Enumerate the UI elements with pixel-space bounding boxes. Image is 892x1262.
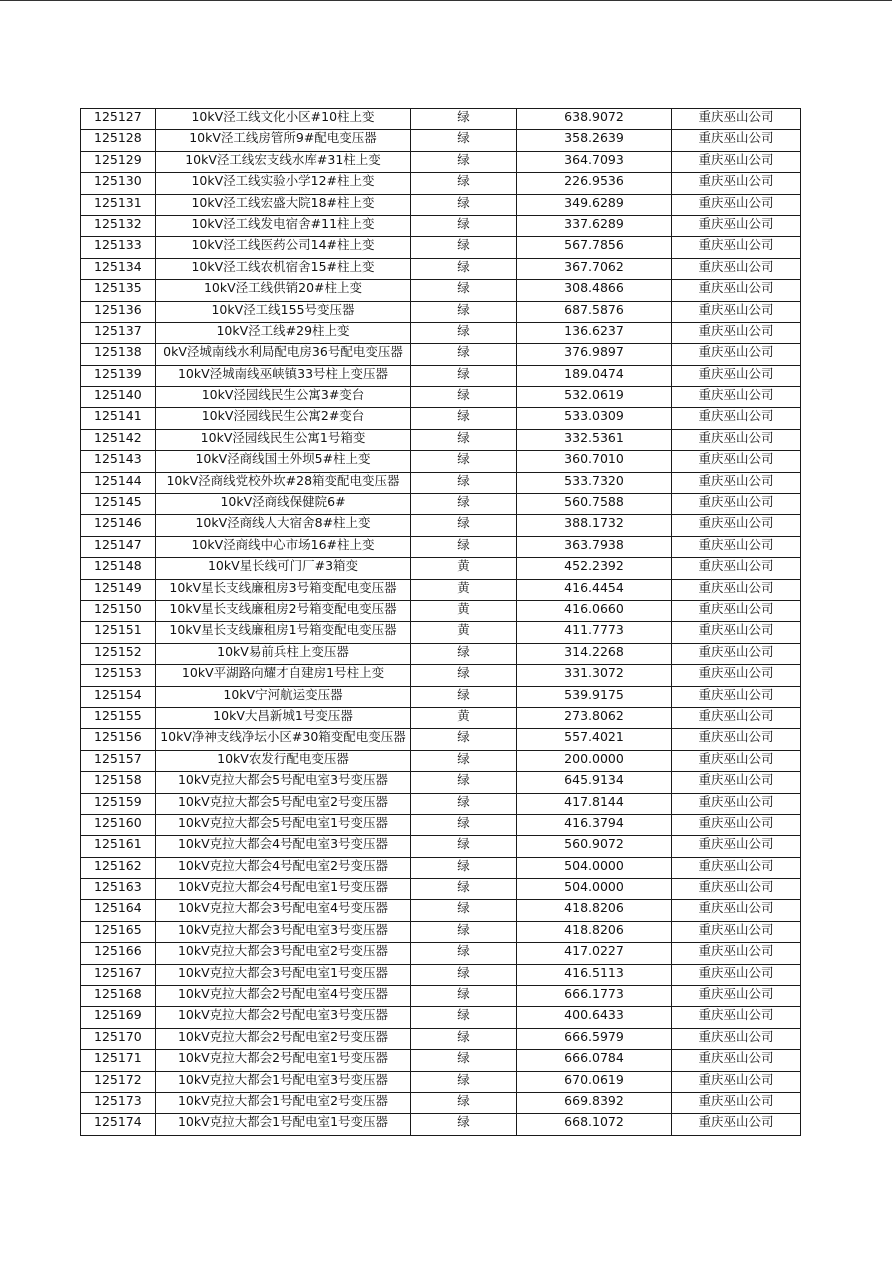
id-cell: 125140 [81, 387, 156, 408]
table-row [81, 173, 801, 194]
value-cell: 687.5876 [517, 301, 672, 322]
table-row [81, 986, 801, 1007]
id-cell: 125132 [81, 215, 156, 236]
company-cell: 重庆巫山公司 [672, 707, 801, 728]
value-cell: 638.9072 [517, 109, 672, 130]
id-cell: 125130 [81, 173, 156, 194]
company-cell: 重庆巫山公司 [672, 365, 801, 386]
transformer-name-cell: 10kV易前兵柱上变压器 [156, 643, 411, 664]
table-row [81, 301, 801, 322]
id-cell: 125149 [81, 579, 156, 600]
level-cell: 绿 [411, 536, 517, 557]
value-cell: 452.2392 [517, 558, 672, 579]
value-cell: 349.6289 [517, 194, 672, 215]
value-cell: 645.9134 [517, 772, 672, 793]
transformer-name-cell: 10kV克拉大都会4号配电室3号变压器 [156, 836, 411, 857]
transformer-name-cell: 10kV克拉大都会2号配电室2号变压器 [156, 1028, 411, 1049]
table-row [81, 322, 801, 343]
id-cell: 125158 [81, 772, 156, 793]
value-cell: 358.2639 [517, 130, 672, 151]
id-cell: 125127 [81, 109, 156, 130]
company-cell: 重庆巫山公司 [672, 472, 801, 493]
id-cell: 125163 [81, 879, 156, 900]
transformer-name-cell: 10kV星长支线廉租房1号箱变配电变压器 [156, 622, 411, 643]
company-cell: 重庆巫山公司 [672, 857, 801, 878]
value-cell: 189.0474 [517, 365, 672, 386]
level-cell: 绿 [411, 109, 517, 130]
company-cell: 重庆巫山公司 [672, 130, 801, 151]
transformer-name-cell: 10kV泾商线中心市场16#柱上变 [156, 536, 411, 557]
id-cell: 125157 [81, 750, 156, 771]
company-cell: 重庆巫山公司 [672, 879, 801, 900]
transformer-name-cell: 10kV泾工线发电宿舍#11柱上变 [156, 215, 411, 236]
company-cell: 重庆巫山公司 [672, 280, 801, 301]
value-cell: 416.4454 [517, 579, 672, 600]
table-row [81, 793, 801, 814]
table-row [81, 280, 801, 301]
id-cell: 125160 [81, 814, 156, 835]
transformer-name-cell: 10kV泾工线医药公司14#柱上变 [156, 237, 411, 258]
transformer-name-cell: 10kV泾工线供销20#柱上变 [156, 280, 411, 301]
id-cell: 125146 [81, 515, 156, 536]
id-cell: 125135 [81, 280, 156, 301]
page-top-border [0, 0, 892, 1]
table-row [81, 344, 801, 365]
value-cell: 136.6237 [517, 322, 672, 343]
id-cell: 125154 [81, 686, 156, 707]
table-row [81, 429, 801, 450]
level-cell: 绿 [411, 215, 517, 236]
company-cell: 重庆巫山公司 [672, 258, 801, 279]
id-cell: 125150 [81, 600, 156, 621]
company-cell: 重庆巫山公司 [672, 900, 801, 921]
table-row [81, 836, 801, 857]
level-cell: 绿 [411, 194, 517, 215]
value-cell: 533.0309 [517, 408, 672, 429]
value-cell: 337.6289 [517, 215, 672, 236]
id-cell: 125128 [81, 130, 156, 151]
value-cell: 416.5113 [517, 964, 672, 985]
id-cell: 125172 [81, 1071, 156, 1092]
transformer-name-cell: 10kV克拉大都会5号配电室1号变压器 [156, 814, 411, 835]
id-cell: 125141 [81, 408, 156, 429]
id-cell: 125162 [81, 857, 156, 878]
transformer-name-cell: 10kV克拉大都会3号配电室3号变压器 [156, 921, 411, 942]
table-row [81, 515, 801, 536]
level-cell: 绿 [411, 408, 517, 429]
id-cell: 125131 [81, 194, 156, 215]
company-cell: 重庆巫山公司 [672, 600, 801, 621]
table-row [81, 879, 801, 900]
table-row [81, 408, 801, 429]
company-cell: 重庆巫山公司 [672, 515, 801, 536]
level-cell: 绿 [411, 515, 517, 536]
transformer-table [80, 108, 801, 1136]
table-row [81, 772, 801, 793]
company-cell: 重庆巫山公司 [672, 836, 801, 857]
company-cell: 重庆巫山公司 [672, 686, 801, 707]
transformer-name-cell: 10kV克拉大都会5号配电室3号变压器 [156, 772, 411, 793]
id-cell: 125142 [81, 429, 156, 450]
table-row [81, 1007, 801, 1028]
company-cell: 重庆巫山公司 [672, 986, 801, 1007]
value-cell: 308.4866 [517, 280, 672, 301]
company-cell: 重庆巫山公司 [672, 194, 801, 215]
value-cell: 504.0000 [517, 879, 672, 900]
company-cell: 重庆巫山公司 [672, 729, 801, 750]
id-cell: 125145 [81, 494, 156, 515]
table-row [81, 215, 801, 236]
value-cell: 331.3072 [517, 665, 672, 686]
table-row [81, 857, 801, 878]
level-cell: 绿 [411, 494, 517, 515]
level-cell: 绿 [411, 387, 517, 408]
transformer-name-cell: 10kV克拉大都会3号配电室2号变压器 [156, 943, 411, 964]
table-body [81, 109, 801, 1136]
id-cell: 125155 [81, 707, 156, 728]
transformer-name-cell: 10kV克拉大都会1号配电室2号变压器 [156, 1092, 411, 1113]
value-cell: 226.9536 [517, 173, 672, 194]
table-row [81, 707, 801, 728]
value-cell: 367.7062 [517, 258, 672, 279]
value-cell: 668.1072 [517, 1114, 672, 1135]
table-row [81, 643, 801, 664]
value-cell: 539.9175 [517, 686, 672, 707]
table-row [81, 194, 801, 215]
company-cell: 重庆巫山公司 [672, 921, 801, 942]
id-cell: 125138 [81, 344, 156, 365]
company-cell: 重庆巫山公司 [672, 429, 801, 450]
table-row [81, 1114, 801, 1135]
value-cell: 332.5361 [517, 429, 672, 450]
value-cell: 560.9072 [517, 836, 672, 857]
company-cell: 重庆巫山公司 [672, 964, 801, 985]
company-cell: 重庆巫山公司 [672, 665, 801, 686]
level-cell: 绿 [411, 1028, 517, 1049]
table-row [81, 686, 801, 707]
id-cell: 125139 [81, 365, 156, 386]
value-cell: 666.1773 [517, 986, 672, 1007]
table-row [81, 151, 801, 172]
value-cell: 411.7773 [517, 622, 672, 643]
level-cell: 绿 [411, 258, 517, 279]
level-cell: 绿 [411, 173, 517, 194]
table-row [81, 237, 801, 258]
value-cell: 560.7588 [517, 494, 672, 515]
table-row [81, 921, 801, 942]
level-cell: 绿 [411, 237, 517, 258]
value-cell: 200.0000 [517, 750, 672, 771]
value-cell: 273.8062 [517, 707, 672, 728]
company-cell: 重庆巫山公司 [672, 1050, 801, 1071]
value-cell: 360.7010 [517, 451, 672, 472]
level-cell: 绿 [411, 280, 517, 301]
transformer-name-cell: 10kV农发行配电变压器 [156, 750, 411, 771]
transformer-name-cell: 10kV泾工线文化小区#10柱上变 [156, 109, 411, 130]
value-cell: 417.8144 [517, 793, 672, 814]
table-row [81, 494, 801, 515]
level-cell: 绿 [411, 130, 517, 151]
id-cell: 125164 [81, 900, 156, 921]
level-cell: 绿 [411, 921, 517, 942]
transformer-name-cell: 10kV克拉大都会4号配电室2号变压器 [156, 857, 411, 878]
id-cell: 125156 [81, 729, 156, 750]
level-cell: 绿 [411, 686, 517, 707]
company-cell: 重庆巫山公司 [672, 344, 801, 365]
table-row [81, 387, 801, 408]
id-cell: 125152 [81, 643, 156, 664]
table-row [81, 729, 801, 750]
table-row [81, 1071, 801, 1092]
company-cell: 重庆巫山公司 [672, 408, 801, 429]
transformer-name-cell: 10kV克拉大都会5号配电室2号变压器 [156, 793, 411, 814]
level-cell: 绿 [411, 964, 517, 985]
id-cell: 125136 [81, 301, 156, 322]
id-cell: 125167 [81, 964, 156, 985]
company-cell: 重庆巫山公司 [672, 151, 801, 172]
transformer-name-cell: 10kV泾工线宏盛大院18#柱上变 [156, 194, 411, 215]
value-cell: 363.7938 [517, 536, 672, 557]
level-cell: 绿 [411, 793, 517, 814]
transformer-name-cell: 10kV星长支线廉租房3号箱变配电变压器 [156, 579, 411, 600]
level-cell: 绿 [411, 729, 517, 750]
company-cell: 重庆巫山公司 [672, 622, 801, 643]
level-cell: 绿 [411, 1007, 517, 1028]
value-cell: 669.8392 [517, 1092, 672, 1113]
level-cell: 绿 [411, 1092, 517, 1113]
table-row [81, 600, 801, 621]
company-cell: 重庆巫山公司 [672, 943, 801, 964]
table-row [81, 558, 801, 579]
level-cell: 绿 [411, 472, 517, 493]
id-cell: 125171 [81, 1050, 156, 1071]
level-cell: 绿 [411, 451, 517, 472]
table-row [81, 900, 801, 921]
level-cell: 绿 [411, 643, 517, 664]
transformer-name-cell: 10kV泾工线#29柱上变 [156, 322, 411, 343]
company-cell: 重庆巫山公司 [672, 558, 801, 579]
transformer-name-cell: 10kV克拉大都会4号配电室1号变压器 [156, 879, 411, 900]
transformer-name-cell: 10kV大昌新城1号变压器 [156, 707, 411, 728]
level-cell: 绿 [411, 665, 517, 686]
company-cell: 重庆巫山公司 [672, 237, 801, 258]
level-cell: 绿 [411, 429, 517, 450]
transformer-name-cell: 10kV宁河航运变压器 [156, 686, 411, 707]
value-cell: 670.0619 [517, 1071, 672, 1092]
value-cell: 400.6433 [517, 1007, 672, 1028]
id-cell: 125170 [81, 1028, 156, 1049]
id-cell: 125137 [81, 322, 156, 343]
company-cell: 重庆巫山公司 [672, 1114, 801, 1135]
id-cell: 125143 [81, 451, 156, 472]
company-cell: 重庆巫山公司 [672, 301, 801, 322]
level-cell: 绿 [411, 1114, 517, 1135]
value-cell: 532.0619 [517, 387, 672, 408]
id-cell: 125134 [81, 258, 156, 279]
transformer-name-cell: 10kV净神支线净坛小区#30箱变配电变压器 [156, 729, 411, 750]
table-row [81, 451, 801, 472]
transformer-name-cell: 10kV泾商线人大宿舍8#柱上变 [156, 515, 411, 536]
id-cell: 125153 [81, 665, 156, 686]
id-cell: 125166 [81, 943, 156, 964]
transformer-name-cell: 10kV泾园线民生公寓1号箱变 [156, 429, 411, 450]
transformer-name-cell: 10kV克拉大都会1号配电室3号变压器 [156, 1071, 411, 1092]
value-cell: 416.0660 [517, 600, 672, 621]
transformer-name-cell: 10kV泾商线国土外坝5#柱上变 [156, 451, 411, 472]
id-cell: 125168 [81, 986, 156, 1007]
company-cell: 重庆巫山公司 [672, 215, 801, 236]
table-row [81, 665, 801, 686]
level-cell: 绿 [411, 750, 517, 771]
company-cell: 重庆巫山公司 [672, 173, 801, 194]
transformer-name-cell: 10kV泾工线实验小学12#柱上变 [156, 173, 411, 194]
company-cell: 重庆巫山公司 [672, 109, 801, 130]
transformer-name-cell: 10kV泾商线保健院6# [156, 494, 411, 515]
level-cell: 绿 [411, 301, 517, 322]
table-row [81, 365, 801, 386]
level-cell: 黄 [411, 558, 517, 579]
table-row [81, 622, 801, 643]
level-cell: 黄 [411, 579, 517, 600]
level-cell: 绿 [411, 1071, 517, 1092]
id-cell: 125144 [81, 472, 156, 493]
transformer-name-cell: 0kV泾城南线水利局配电房36号配电变压器 [156, 344, 411, 365]
id-cell: 125147 [81, 536, 156, 557]
value-cell: 533.7320 [517, 472, 672, 493]
value-cell: 418.8206 [517, 921, 672, 942]
id-cell: 125133 [81, 237, 156, 258]
company-cell: 重庆巫山公司 [672, 494, 801, 515]
value-cell: 417.0227 [517, 943, 672, 964]
transformer-name-cell: 10kV克拉大都会1号配电室1号变压器 [156, 1114, 411, 1135]
table-row [81, 579, 801, 600]
value-cell: 418.8206 [517, 900, 672, 921]
transformer-name-cell: 10kV克拉大都会2号配电室4号变压器 [156, 986, 411, 1007]
level-cell: 绿 [411, 943, 517, 964]
transformer-name-cell: 10kV泾工线房管所9#配电变压器 [156, 130, 411, 151]
value-cell: 388.1732 [517, 515, 672, 536]
level-cell: 绿 [411, 857, 517, 878]
table-row [81, 1028, 801, 1049]
id-cell: 125174 [81, 1114, 156, 1135]
company-cell: 重庆巫山公司 [672, 1071, 801, 1092]
id-cell: 125148 [81, 558, 156, 579]
transformer-name-cell: 10kV泾园线民生公寓2#变台 [156, 408, 411, 429]
transformer-name-cell: 10kV泾城南线巫峡镇33号柱上变压器 [156, 365, 411, 386]
company-cell: 重庆巫山公司 [672, 1028, 801, 1049]
table-row [81, 1050, 801, 1071]
value-cell: 314.2268 [517, 643, 672, 664]
value-cell: 376.9897 [517, 344, 672, 365]
level-cell: 黄 [411, 707, 517, 728]
level-cell: 绿 [411, 1050, 517, 1071]
table-row [81, 109, 801, 130]
transformer-name-cell: 10kV克拉大都会3号配电室4号变压器 [156, 900, 411, 921]
company-cell: 重庆巫山公司 [672, 772, 801, 793]
table-row [81, 1092, 801, 1113]
table-row [81, 472, 801, 493]
company-cell: 重庆巫山公司 [672, 1092, 801, 1113]
table-row [81, 750, 801, 771]
value-cell: 364.7093 [517, 151, 672, 172]
transformer-name-cell: 10kV泾园线民生公寓3#变台 [156, 387, 411, 408]
id-cell: 125129 [81, 151, 156, 172]
value-cell: 504.0000 [517, 857, 672, 878]
company-cell: 重庆巫山公司 [672, 451, 801, 472]
table-row [81, 814, 801, 835]
table-row [81, 258, 801, 279]
id-cell: 125159 [81, 793, 156, 814]
company-cell: 重庆巫山公司 [672, 387, 801, 408]
transformer-name-cell: 10kV星长线可门厂#3箱变 [156, 558, 411, 579]
table-row [81, 536, 801, 557]
id-cell: 125169 [81, 1007, 156, 1028]
level-cell: 绿 [411, 986, 517, 1007]
transformer-name-cell: 10kV泾工线农机宿舍15#柱上变 [156, 258, 411, 279]
transformer-name-cell: 10kV克拉大都会2号配电室1号变压器 [156, 1050, 411, 1071]
company-cell: 重庆巫山公司 [672, 750, 801, 771]
table-row [81, 130, 801, 151]
transformer-name-cell: 10kV克拉大都会2号配电室3号变压器 [156, 1007, 411, 1028]
transformer-name-cell: 10kV泾工线宏支线水库#31柱上变 [156, 151, 411, 172]
company-cell: 重庆巫山公司 [672, 322, 801, 343]
level-cell: 绿 [411, 344, 517, 365]
value-cell: 557.4021 [517, 729, 672, 750]
level-cell: 绿 [411, 151, 517, 172]
table-row [81, 964, 801, 985]
level-cell: 绿 [411, 322, 517, 343]
transformer-name-cell: 10kV平湖路向耀才自建房1号柱上变 [156, 665, 411, 686]
id-cell: 125173 [81, 1092, 156, 1113]
company-cell: 重庆巫山公司 [672, 814, 801, 835]
id-cell: 125165 [81, 921, 156, 942]
company-cell: 重庆巫山公司 [672, 643, 801, 664]
value-cell: 666.5979 [517, 1028, 672, 1049]
level-cell: 黄 [411, 622, 517, 643]
level-cell: 绿 [411, 836, 517, 857]
level-cell: 黄 [411, 600, 517, 621]
value-cell: 567.7856 [517, 237, 672, 258]
table-row [81, 943, 801, 964]
value-cell: 666.0784 [517, 1050, 672, 1071]
level-cell: 绿 [411, 365, 517, 386]
company-cell: 重庆巫山公司 [672, 536, 801, 557]
level-cell: 绿 [411, 772, 517, 793]
transformer-name-cell: 10kV泾商线党校外坎#28箱变配电变压器 [156, 472, 411, 493]
id-cell: 125151 [81, 622, 156, 643]
company-cell: 重庆巫山公司 [672, 579, 801, 600]
company-cell: 重庆巫山公司 [672, 1007, 801, 1028]
level-cell: 绿 [411, 814, 517, 835]
id-cell: 125161 [81, 836, 156, 857]
level-cell: 绿 [411, 879, 517, 900]
company-cell: 重庆巫山公司 [672, 793, 801, 814]
transformer-name-cell: 10kV泾工线155号变压器 [156, 301, 411, 322]
level-cell: 绿 [411, 900, 517, 921]
transformer-name-cell: 10kV星长支线廉租房2号箱变配电变压器 [156, 600, 411, 621]
transformer-name-cell: 10kV克拉大都会3号配电室1号变压器 [156, 964, 411, 985]
value-cell: 416.3794 [517, 814, 672, 835]
